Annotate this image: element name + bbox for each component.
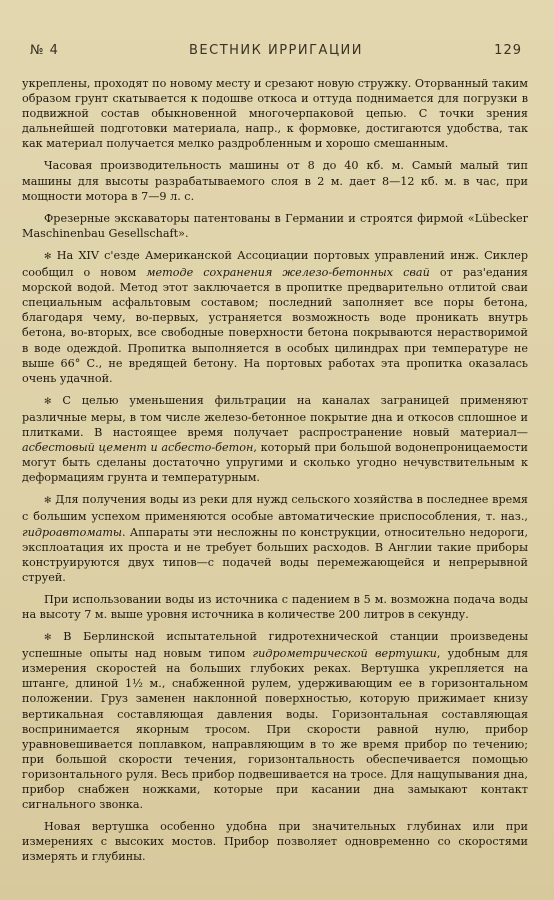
paragraph-gap (22, 585, 528, 592)
paragraph-gap (22, 151, 528, 158)
section-star-icon: ✻ (44, 633, 52, 644)
paragraph-text: Для получения воды из реки для нужд сельского хозяйства в последнее время с большим успехом применяются особые автоматические приспособления, т. наз., (22, 493, 528, 524)
journal-title: ВЕСТНИК ИРРИГАЦИИ (188, 43, 363, 58)
paragraph-gap (22, 485, 528, 492)
paragraph-gap (22, 386, 528, 393)
paragraph-text: укреплены, проходят по новому месту и срезают новую стружку. Оторванный таким образом грунт скатывается к подошве откоса и оттуда поднимается для погрузки в подвижной состав обыкновенной многочерпаковой цепью. С точки зрения дальнейшей подготовки материала, напр., к формовке, достигаются удобства, так как материал получается мелко раздробленным и хорошо смешанным. (22, 77, 528, 151)
paragraph-p8 (22, 629, 528, 812)
issue-number: № 4 (30, 43, 59, 58)
paragraph-gap (22, 622, 528, 629)
paragraph-text: На XIV с'езде Американской Ассоциации портовых управлений инж. Сиклер сообщил о новом (22, 248, 529, 280)
paragraph-p9 (22, 819, 528, 864)
paragraph-text: . Аппараты эти несложны по конструкции, относительно недороги, эксплоатация их проста и не требует больших расходов. В Англии такие приборы конструируются двух типов—с подачей воды перемежающейся и непрерывной струей. (22, 525, 528, 584)
paragraph-text: Часовая производительность машины от 8 до 40 кб. м. Самый малый тип машины для высоты разрабатываемого слоя в 2 м. дает 8—12 кб. м. в час, при мощности мотора в 7—9 л. с. (22, 159, 528, 203)
paragraph-p5 (22, 393, 528, 486)
emphasis-text: методе сохранения железо-бетонных свай (146, 266, 430, 280)
section-star-icon: ✻ (44, 396, 52, 407)
paragraph-p6 (22, 492, 528, 585)
paragraph-p1 (22, 76, 528, 151)
paragraph-text: Новая вертушка особенно удобна при значительных глубинах или при измерениях с высоких мостов. Прибор позволяет одновременно со скоростями измерять и глубины. (22, 820, 528, 864)
article-body (22, 76, 528, 865)
section-star-icon: ✻ (44, 496, 52, 507)
paragraph-text: , удобным для измерения скоростей на больших глубоких реках. Вертушка укрепляется на штанге, длиной 1½ м., снабженной рулем, удерживающим ее в горизонтальном положении. Груз заменен наклонной поверхностью, которую прижимает книзу вертикальная составляющая давления воды. Горизонтальная составляющая воспринимается якорным тросом. При скорости равной нулю, прибор уравновешивается поплавком, направляющим в то же время прибор по течению; при большой скорости течения, горизонтальность обеспечивается помощью горизонтального руля. Весь прибор подвешивается на тросе. Для нащупывания дна, прибор снабжен ножками, которые при касании дна замыкают контакт сигнального звонка. (22, 647, 528, 812)
running-header (30, 40, 522, 62)
section-star-icon: ✻ (44, 251, 52, 262)
paragraph-p4 (22, 248, 528, 386)
emphasis-text: гидрометрической вертушки (252, 647, 437, 661)
paragraph-text: Фрезерные экскаваторы патентованы в Германии и строятся фирмой «Lübecker Maschinenbau Gesellschaft». (22, 211, 528, 240)
paragraph-gap (22, 204, 528, 211)
paragraph-text: , который при большой водонепроницаемости могут быть сделаны достаточно упругими и сколько угодно нечувствительным к деформациям грунта и температурным. (22, 441, 528, 485)
paragraph-p7 (22, 592, 528, 622)
paragraph-p3 (22, 211, 528, 241)
paragraph-text: от раз'едания морской водой. Метод этот заключается в пропитке предварительно отлитой сваи специальным асфальтовым составом; последний заполняет все поры бетона, благодаря чему, во-первых, устраняется возможность воде проникать внутрь бетона, во-вторых, все свободные поверхности бетона покрываются нерастворимой в воде одеждой. Пропитка выполняется в особых цилиндрах при температуре не выше 66° С., не вредящей бетону. На портовых работах эта пропитка оказалась очень удачной. (22, 266, 528, 385)
paragraph-p2 (22, 158, 528, 203)
paragraph-gap (22, 241, 528, 248)
emphasis-text: асбестовый цемент и асбесто-бетон (22, 441, 254, 455)
paragraph-gap (22, 812, 528, 819)
paragraph-text: При использовании воды из источника с падением в 5 м. возможна подача воды на высоту 7 м. выше уровня источника в количестве 200 литров в секунду. (22, 592, 528, 621)
page-number: 129 (494, 43, 522, 58)
paragraph-text: С целью уменьшения фильтрации на каналах заграницей применяют различные меры, в том числе железо-бетонное покрытие дна и откосов сплошное и плитками. В настоящее время получает распространение новый материал— (22, 393, 528, 439)
paragraph-text: В Берлинской испытательной гидротехнической станции произведены успешные опыты над новым типом (22, 630, 528, 661)
emphasis-text: гидроавтоматы (22, 525, 123, 539)
